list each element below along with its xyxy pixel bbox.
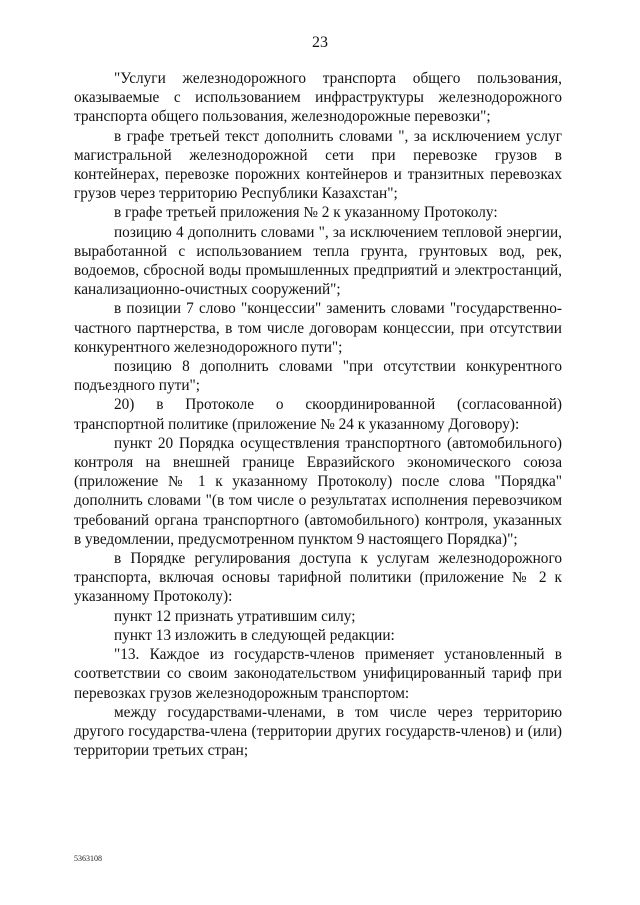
paragraph: в графе третьей приложения № 2 к указанному Протоколу:	[114, 204, 498, 222]
paragraph: между государствами-членами, в том числе через территорию другого государства-члена (территории других государств-членов) и (или) территории третьих стран;	[74, 703, 562, 760]
paragraph: "Услуги железнодорожного транспорта общего пользования, оказываемые с использованием инфраструктуры железнодорожного транспорта общего пользования, железнодорожные перевозки";	[74, 70, 562, 126]
paragraph: пункт 12 признать утратившим силу;	[114, 607, 356, 625]
paragraph: 20) в Протоколе о скоординированной (согласованной) транспортной политике (приложение № 24 к указанному Договору):	[74, 396, 562, 433]
document-body	[74, 69, 562, 760]
paragraph: позицию 4 дополнить словами ", за исключением тепловой энергии, выработанной с использованием тепла грунта, грунтовых вод, рек, водоемов, сбросной воды промышленных предприятий и электростанций, канализационно-очистных сооружений";	[74, 223, 562, 299]
paragraph: "13. Каждое из государств-членов применяет установленный в соответствии со своим законодательством унифицированный тариф при перевозках грузов железнодорожным транспортом:	[74, 646, 562, 702]
paragraph: пункт 20 Порядка осуществления транспортного (автомобильного) контроля на внешней границе Евразийского экономического союза (приложение № 1 к указанному Протоколу) после слова "Порядка" дополнить словами "(в том числе о результатах исполнения перевозчиком требований органа транспортного (автомобильного) контроля, указанных в уведомлении, предусмотренном пунктом 9 настоящего Порядка)";	[74, 434, 562, 548]
page-number: 23	[312, 34, 328, 51]
document-code: 5363108	[74, 854, 102, 863]
paragraph: позицию 8 дополнить словами "при отсутствии конкурентного подъездного пути";	[74, 358, 562, 395]
paragraph: в Порядке регулирования доступа к услугам железнодорожного транспорта, включая основы тарифной политики (приложение № 2 к указанному Протоколу):	[74, 550, 562, 606]
paragraph: пункт 13 изложить в следующей редакции:	[114, 626, 395, 644]
paragraph: в позиции 7 слово "концессии" заменить словами "государственно-частного партнерства, в том числе договорам концессии, при отсутствии конкурентного железнодорожного пути";	[74, 300, 562, 356]
paragraph: в графе третьей текст дополнить словами ", за исключением услуг магистральной железнодорожной сети при перевозке грузов в контейнерах, перевозке порожних контейнеров и транзитных перевозках грузов через территорию Республики Казахстан";	[74, 127, 562, 203]
